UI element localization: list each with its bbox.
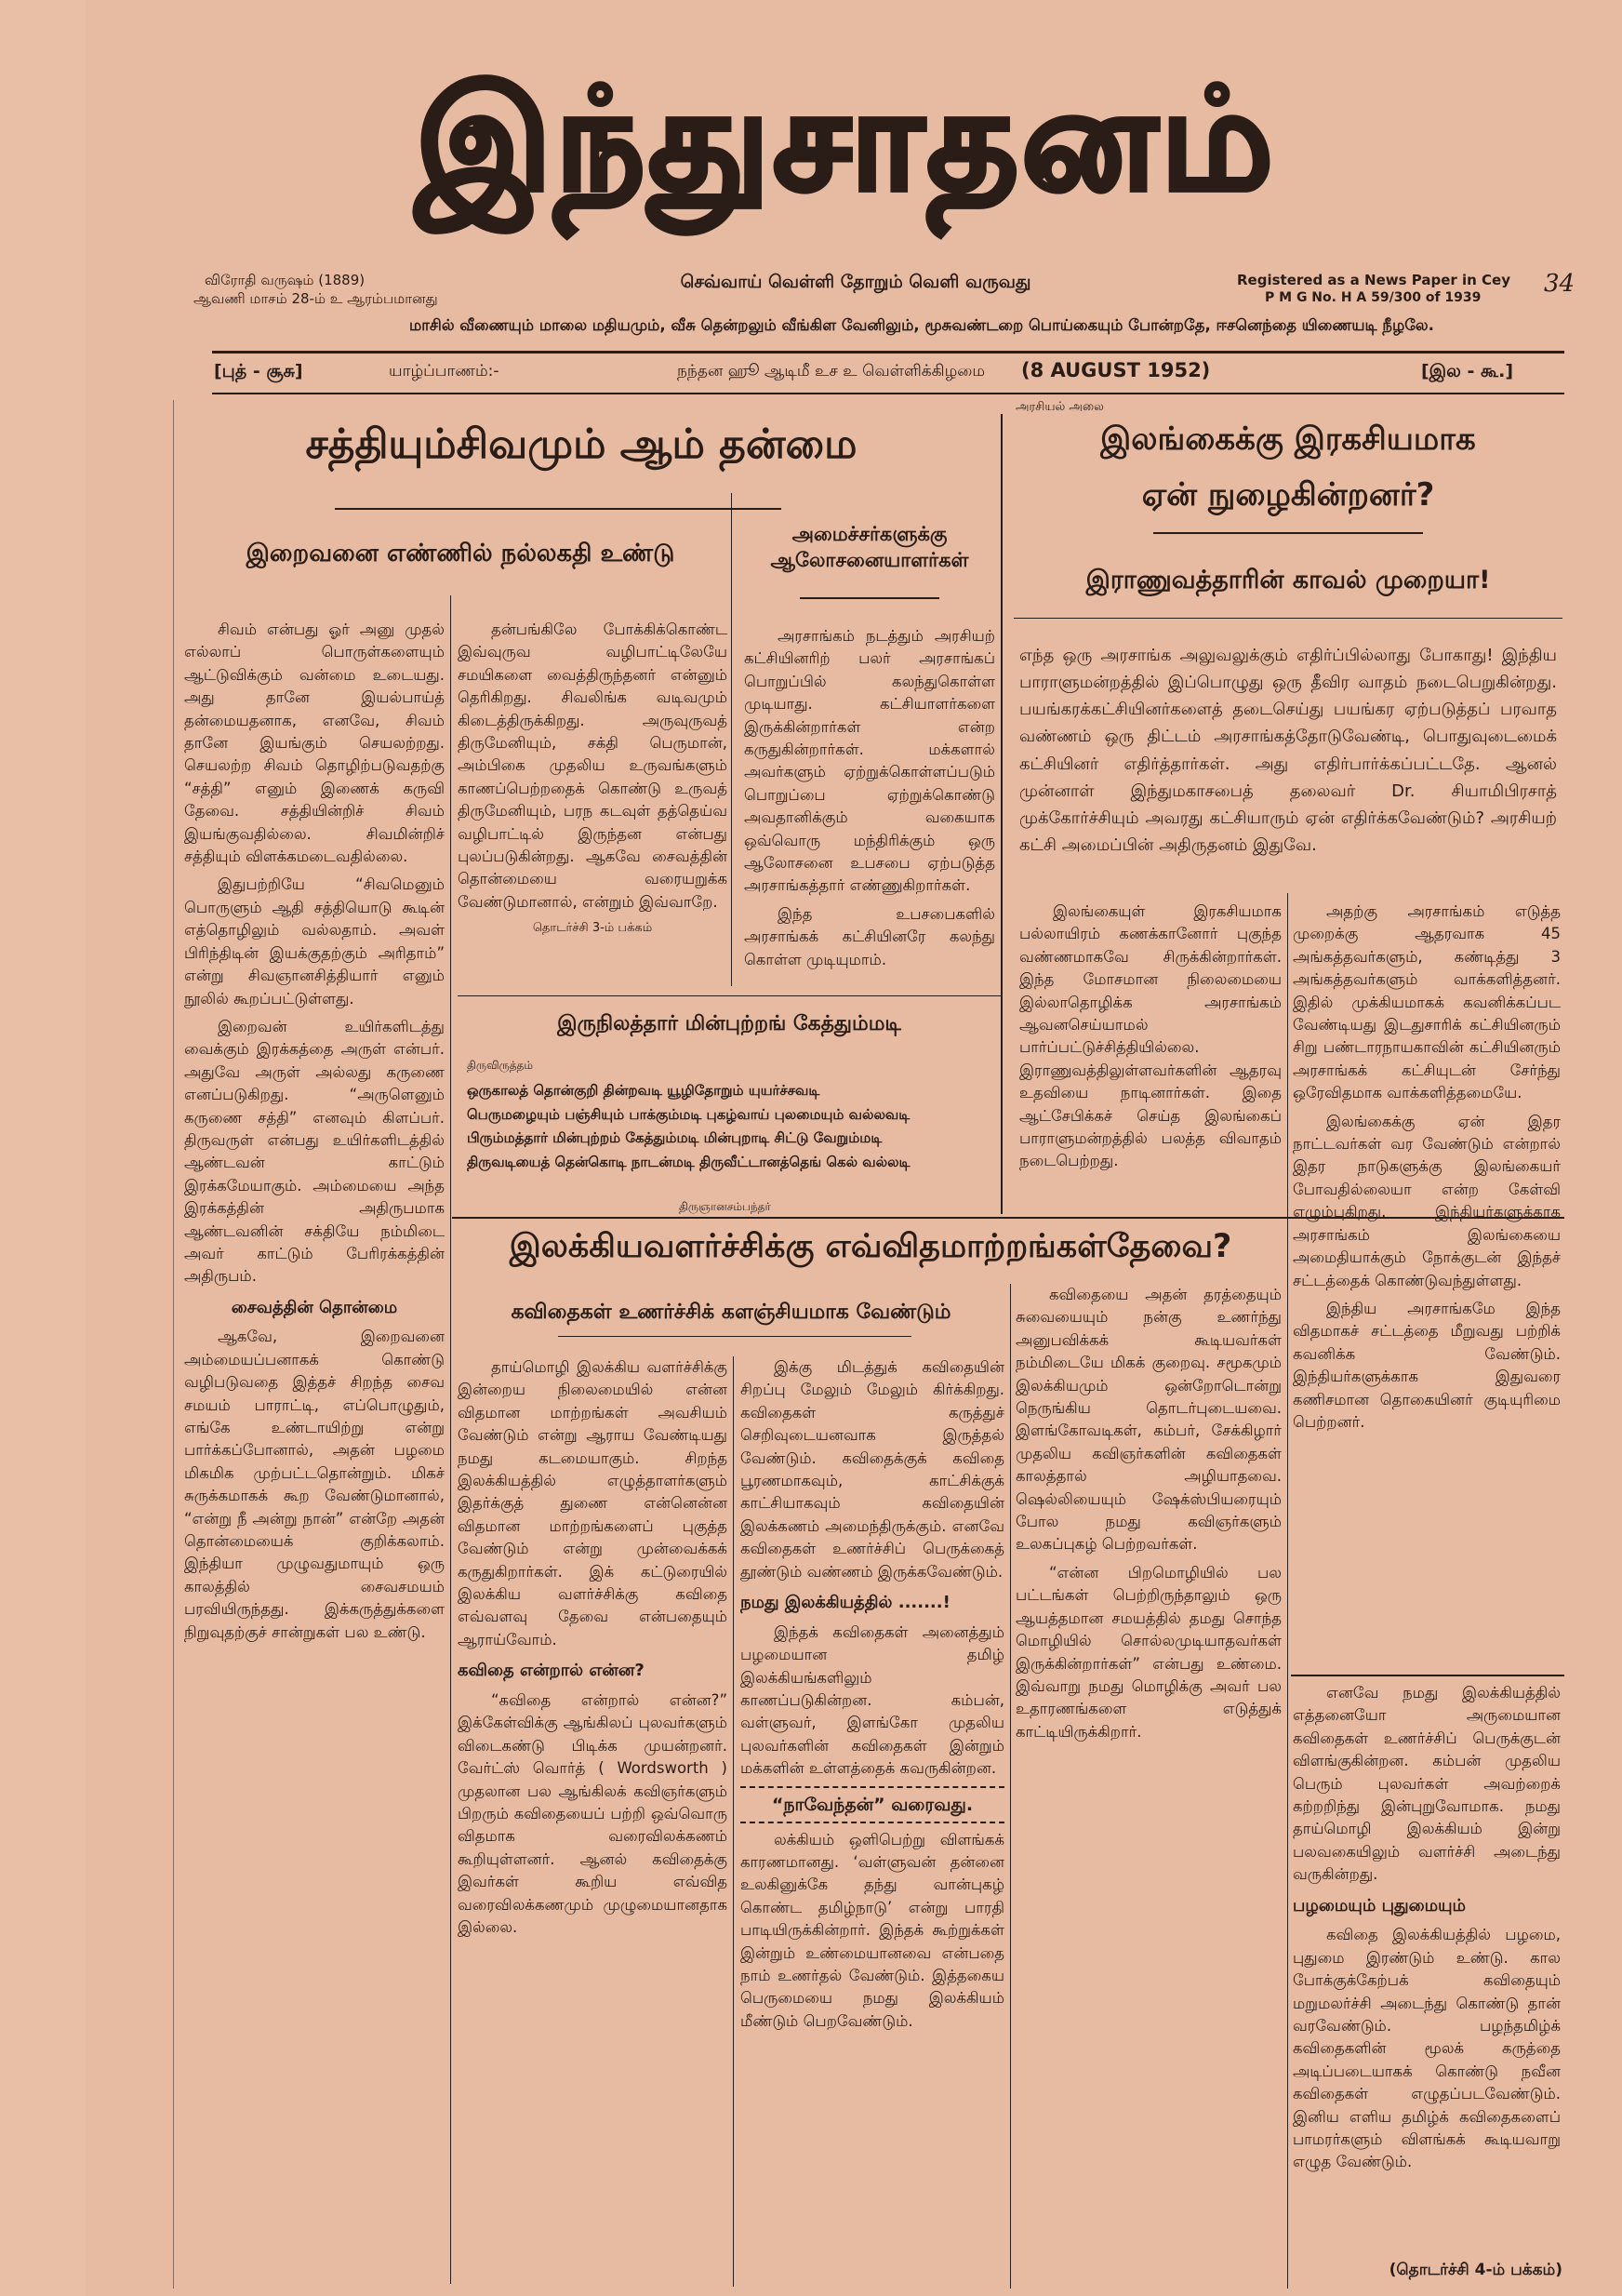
literature-question-2: நமது இலக்கியத்தில் .......! bbox=[740, 1593, 951, 1613]
verse-line: மாசில் வீணையும் மாலை மதியமும், வீசு தென்றலும் வீங்கிள வேனிலும், மூசுவண்டறை பொய்கையும் போன்றதே, ஈசனெந்தை யிணையடி நீழலே. bbox=[409, 316, 1434, 334]
poem-line-3: பிரும்மத்தார் மின்புற்றம் கேத்தும்மடி மின்புறாடி சிட்டு வேறும்மடி bbox=[467, 1129, 883, 1146]
ministers-headline: அமைச்சர்களுக்கு ஆலோசனையாளர்கள் bbox=[770, 523, 969, 572]
literature-col1-para2: “கவிதை என்றால் என்ன?” இக்கேள்விக்கு ஆங்கிலப் புலவர்களும் விடைகண்டு பிடிக்க முயன்றனர். வேர்ட்ஸ் வொர்த் ( Wordsworth ) முதலான பல ஆங்கிலக் கவிஞர்களும் பிறரும் கவிதையைப் பற்றி ஒவ்வொரு விதமாக வரைவிலக்கணம் கூறியுள்ளனர். ஆனல் கவிதைக்கு இவர்கள் கூறிய எவ்வித வரைவிலக்கணமும் முழுமையானதாக இல்லை. bbox=[458, 1690, 727, 1936]
tamil-date: நந்தன ஹூ ஆடிமீ உச உ வெள்ளிக்கிழமை bbox=[677, 362, 986, 380]
lead-column-1 bbox=[184, 619, 445, 2289]
ministers-para1: அரசாங்கம் நடத்தும் அரசியற் கட்சியினரிற் பலர் அரசாங்கப் பொறுப்பில் கலந்துகொள்ள முடியாது. கட்சியாளர்களை இருக்கின்றார்கள் என்ற கருதுகின்றார்கள். மக்களால் அவர்களும் ஏற்றுக்கொள்ளப்படும் பொறுப்பை ஏற்றுக்கொண்டு அவதானிக்கும் வகையாக ஒவ்வொரு மந்திரிக்கும் ஒரு ஆலோசனை உபசபை ஏற்படுத்த அரசாங்கத்தார் எண்ணுகிறார்கள். bbox=[744, 627, 995, 895]
poem-lines bbox=[467, 1079, 997, 1174]
lanka-column-a bbox=[1019, 901, 1282, 1203]
lanka-col-b-para3: இந்திய அரசாங்கமே இந்த விதமாகச் சட்டத்தை மீறுவது பற்றிக் கவனிக்க வேண்டும். இந்தியர்களுக்காக இதுவரை கணிசமான தொகையினர் குடியுரிமை பெற்றனர். bbox=[1293, 1299, 1561, 1431]
lanka-col-b-para2: இலங்கைக்கு ஏன் இதர நாட்டவர்கள் வர வேண்டும் என்றால் இதர நாடுகளுக்கு இலங்கையர் போவதில்லையா என்ற கேள்வி எழும்புகிறது. இந்தியர்களுக்காக அரசாங்கம் இலங்கையை அமைதியாக்கும் நோக்குடன் இந்தச் சட்டத்தைக் கொண்டுவந்துள்ளது. bbox=[1293, 1112, 1561, 1289]
masthead bbox=[279, 28, 1414, 251]
lead-col1-para1: சிவம் என்பது ஓர் அனு முதல் எல்லாப் பொருள்களையும் ஆட்டுவிக்கும் வன்மை உடையது. அது தானே இயல்பாய்த் தன்மையதனாக, எனவே, சிவம் தானே இயங்கும் செயலற்றது. செயலற்ற சிவம் தொழிற்படுவதற்கு “சத்தி” எனும் இணைக் கருவி தேவை. சத்தியின்றிச் சிவம் இயங்குவதில்லை. சிவமின்றிச் சத்தியும் விளக்கமடைவதில்லை. bbox=[184, 621, 445, 866]
ministers-para2: இந்த உபசபைகளில் அரசாங்கக் கட்சியினரே கலந்து கொள்ள முடியுமாம். bbox=[744, 904, 995, 968]
start-line: ஆவணி மாசம் 28-ம் உ ஆரம்பமானது bbox=[193, 290, 438, 307]
lanka-end-rule bbox=[1291, 1675, 1564, 1676]
dateline-rule bbox=[212, 393, 1564, 394]
lanka-headline-1: இலங்கைக்கு இரகசியமாக bbox=[1100, 420, 1476, 458]
lanka-subhead: இராணுவத்தாரின் காவல் முறையா! bbox=[1085, 566, 1491, 594]
dateline-place: யாழ்ப்பாணம்:- bbox=[389, 362, 499, 380]
lead-column-divider bbox=[450, 595, 451, 2284]
english-date: (8 AUGUST 1952) bbox=[1021, 359, 1211, 381]
literature-col2-para3: லக்கியம் ஒளிபெற்று விளங்கக் காரணமானது. ‘வள்ளுவன் தன்னை உலகினுக்கே தந்து வான்புகழ் கொண்ட தமிழ்நாடு’ என்று பாரதி பாடியிருக்கின்றார். இந்தக் கூற்றுக்கள் இன்றும் உண்மையானவை என்பதை நாம் உணர்தல் வேண்டும். இத்தகைய பெருமையை நமது இலக்கியம் மீண்டும் பெறவேண்டும். bbox=[740, 1830, 1004, 2030]
literature-question-1: கவிதை என்றால் என்ன? bbox=[458, 1661, 645, 1681]
lead-col2-para: தன்பங்கிலே போக்கிக்கொண்ட இவ்வுருவ வழிபாட்டிலேயே சமயிகளை வைத்திருந்தனர் என்னும் தெரிகிறது. சிவலிங்க வடிவமும் கிடைத்திருக்கிறது. அருவுருவத் திருமேனியும், சக்தி பெருமான், அம்பிகை முதலிய உருவங்களும் காணப்பெற்றதைக் கொண்டு உருவத் திருமேனியும், பரந கடவுள் தத்தெய்வ வழிபாட்டில் இருந்தன என்பது புலப்படுகின்றது. ஆகவே சைவத்தின் தொன்மையை வரையறுக்க வேண்டுமானால், என்றும் இவ்வாறே. bbox=[458, 621, 727, 911]
dateline bbox=[212, 355, 1564, 393]
literature-col3-para1: கவிதையை அதன் தரத்தையும் சுவையையும் நன்கு உணர்ந்து அனுபவிக்கக் கூடியவர்கள் நம்மிடையே மிகக் குறைவு. சமூகமும் இலக்கியமும் ஒன்றோடொன்று நெருங்கிய தொடர்புடையவை. இளங்கோவடிகள், கம்பர், சேக்கிழார் முதலிய கவிஞர்களின் கவிதைகள் காலத்தால் அழியாதவை. ஷெல்லியையும் ஷேக்ஸ்பியரையும் போல நமது கவிஞர்களும் உலகப்புகழ் பெற்றவர்கள். bbox=[1016, 1286, 1282, 1554]
ministers-left-rule bbox=[731, 493, 732, 986]
literature-subhead-rule bbox=[558, 1336, 911, 1337]
literature-col4-para1: எனவே நமது இலக்கியத்தில் எத்தனையோ அருமையான கவிதைகள் உணர்ச்சிப் பெருக்குடன் விளங்குகின்றன. கம்பன் முதலிய பெரும் புலவர்கள் அவற்றைக் கற்றறிந்து இன்புறுவோமாக. நமது தாய்மொழி இலக்கியம் இன்று பலவகையிலும் வளர்ச்சி அடைந்து வருகின்றது. bbox=[1293, 1684, 1561, 1884]
lanka-subhead-rule bbox=[1014, 618, 1562, 619]
lanka-headline-2: ஏன் நுழைகின்றனர்? bbox=[1141, 476, 1435, 514]
lead-col1-subhead: சைவத்தின் தொன்மை bbox=[231, 1297, 398, 1317]
left-page-rule bbox=[173, 400, 174, 2289]
ministers-underline bbox=[800, 597, 939, 599]
literature-col1-para1: தாய்மொழி இலக்கிய வளர்ச்சிக்கு இன்றைய நிலைமையில் என்ன விதமான மாற்றங்கள் அவசியம் வேண்டும் என்று ஆராய வேண்டியது நமது கடமையாகும். சிறந்த இலக்கியத்தில் எழுத்தாளர்களும் இதர்க்குத் துணை என்னென்ன விதமான மாற்றங்களைப் புகுத்த வேண்டும் என்று முன்வைக்கக் கருதுகிறார்கள். இக் கட்டுரையில் இலக்கிய வளர்ச்சிக்கு கவிதை எவ்வளவு தேவை என்பதையும் ஆராய்வோம். bbox=[458, 1358, 727, 1649]
literature-headline: இலக்கியவளர்ச்சிக்கு எவ்விதமாற்றங்கள்தேவை? bbox=[509, 1228, 1232, 1265]
registration-line-1: Registered as a News Paper in Cey bbox=[1237, 272, 1511, 288]
poem-line-4: திருவடியைத் தென்கொடி நாடன்மடி திருவீட்டானத்தெங் கெல் வல்லடி bbox=[467, 1153, 911, 1170]
top-rule bbox=[212, 351, 1564, 354]
literature-divider-2 bbox=[1010, 1284, 1011, 2289]
literature-col3-para2: “என்ன பிறமொழியில் பல பட்டங்கள் பெற்றிருந்தாலும் ஒரு ஆயத்தமான சமயத்தில் தமது சொந்த மொழியில் சொல்லமுடியாதவர்கள் இருக்கின்றார்கள்” என்பது உண்மை. இவ்வாறு நமது மொழிக்கு அவர் பல உதாரணங்களை எடுத்துக் காட்டியிருக்கிறார். bbox=[1016, 1563, 1282, 1741]
lead-col2-continued: தொடர்ச்சி 3-ம் பக்கம் bbox=[532, 921, 653, 936]
lanka-col-a-para: இலங்கையுள் இரகசியமாக பல்லாயிரம் கணக்கானோர் புகுந்த வண்ணமாகவே சிருக்கின்றார்கள். இந்த மோசமான நிலைமையை இல்லாதொழிக்க அரசாங்கம் ஆவனசெய்யாமல் பார்ப்பட்டுச்சித்தியில்லை. இராணுவத்திலுள்ளவர்களின் ஆதரவு உதவியை நாடினார்கள். இதை ஆட்சேபிக்கச் செய்த இலங்கைப் பாராளுமன்றத்தில் பலத்த விவாதம் நடைபெற்றது. bbox=[1019, 902, 1282, 1170]
year-line: விரோதி வருஷம் (1889) bbox=[205, 272, 366, 288]
lead-col1-para4: ஆகவே, இறைவனை அம்மையப்பனாகக் கொண்டு வழிபடுவதை இத்தச் சிறந்த சைவ சமயம் பாராட்டி, எப்பொழுதும், எங்கே உண்டாயிற்று என்று பார்க்கப்போனால், அதன் பழமை மிகமிக முற்பட்டதொன்றும். மிகச் சுருக்கமாகக் கூற வேண்டுமானால், “என்று நீ அன்று நான்” என்றே அதன் தொன்மையைக் குறிக்கலாம். இந்தியா முழுவதுமாயும் ஒரு காலத்தில் சைவசமயம் பரவியிருந்தது. இக்கருத்துக்களை நிறுவுதற்குச் சான்றுகள் பல உண்டு. bbox=[184, 1328, 445, 1641]
literature-banner: “நாவேந்தன்” வரைவது. bbox=[740, 1786, 1004, 1823]
lead-column-2 bbox=[458, 619, 727, 972]
lead-underline bbox=[335, 508, 781, 510]
literature-column-1 bbox=[458, 1356, 727, 2287]
literature-subhead: கவிதைகள் உணர்ச்சிக் களஞ்சியமாக வேண்டும் bbox=[511, 1301, 951, 1324]
lanka-underline bbox=[1153, 532, 1423, 534]
registration-line-2: P M G No. H A 59/300 of 1939 bbox=[1265, 290, 1482, 305]
literature-column-4 bbox=[1293, 1682, 1561, 2268]
poem-line-1: ஒருகாலத் தொன்குறி தின்றவடி யூழிதோறும் யுயர்ச்சவடி bbox=[467, 1082, 820, 1099]
lead-col1-para3: இறைவன் உயிர்களிடத்து வைக்கும் இரக்கத்தை அருள் என்பர். அதுவே அருள் அல்லது கருணை எனப்படுகிறது. “அருளெனும் கருணை சத்தி” எனவும் கிளப்பர். திருவருள் என்பது உயிர்களிடத்தில் ஆண்டவன் காட்டும் இரக்கமேயாகும். அம்மையை அந்த இரக்கத்தின் அதிருபமாக ஆண்டவனின் சக்தியே நம்மிடை அவர் காட்டும் பேரிரக்கத்தின் அதிருபம். bbox=[184, 1017, 445, 1286]
poem-credit-2: திருஞானசம்பந்தர் bbox=[679, 1200, 771, 1213]
literature-col2-para1: இக்கு மிடத்துக் கவிதையின் சிறப்பு மேலும் மேலும் கிர்க்கிறது. கவிதைகள் கருத்துச் செறிவுடையனவாக இருத்தல் வேண்டும். கவிதைக்குக் கவிதை பூரணமாகவும், காட்சிக்குக் காட்சியாகவும் கவிதையின் இலக்கணம் அமைந்திருக்கும். எனவே கவிதைகள் உணர்ச்சிப் பெருக்கைத் தூண்டும் வண்ணம் இருக்கவேண்டும். bbox=[740, 1358, 1004, 1581]
lead-headline: சத்தியும்சிவமும் ஆம் தன்மை bbox=[305, 420, 858, 468]
schedule-line: செவ்வாய் வெள்ளி தோறும் வெளி வருவது bbox=[680, 272, 1031, 292]
literature-continued: (தொடர்ச்சி 4-ம் பக்கம்) bbox=[1389, 2261, 1562, 2279]
lead-col1-para2: இதுபற்றியே “சிவமெனும் பொருளும் ஆதி சத்தியொடு கூடின் எத்தொழிலும் வல்லதாம். அவள் பிரிந்திடின் இயக்குதற்கும் அரிதாம்” என்று சிவஞானசித்தியார் எனும் நூலில் கூறப்பட்டுள்ளது. bbox=[184, 875, 445, 1008]
lanka-column-b bbox=[1293, 901, 1561, 1673]
center-column-rule bbox=[1001, 414, 1003, 1214]
lanka-col-b-para1: அதற்கு அரசாங்கம் எடுத்த முறைக்கு ஆதரவாக 45 அங்கத்தவர்களும், கண்டித்து 3 அங்கத்தவர்களும் வாக்களித்தனர். இதில் முக்கியமாகக் கவனிக்கப்பட வேண்டியது இடதுசாரிக் கட்சியினரும் சிறு பண்டாரநாயகாவின் கட்சியினரும் அரசாங்கக் கட்சியுடன் சேர்ந்து ஒரேவிதமாக வாக்களித்தமையே. bbox=[1293, 902, 1561, 1102]
literature-col4-subhead: பழமையும் புதுமையும் bbox=[1293, 1895, 1467, 1916]
lanka-intro-para: எந்த ஒரு அரசாங்க அலுவலுக்கும் எதிர்ப்பில்லாது போகாது! இந்திய பாராளுமன்றத்தில் இப்பொழுது ஒரு தீவிர வாதம் நடைபெறுகின்றது. பயங்கரக்கட்சியினர்களைத் தடைசெய்து பயங்கர ஏற்படுத்தப் பரவாத வண்ணம் ஒரு திட்டம் அரசாங்கத்தோடுவேண்டி, பொதுவுடைமைக் கட்சியினர் எதிர்த்தார்கள். அது எதிர்பார்க்கப்பட்டதே. ஆனல் முன்னாள் இந்துமகாசபைத் தலைவர் Dr. சியாமிபிரசாத் முக்கோர்ச்சியும் அவரது கட்சியாரும் ஏன் எதிர்க்கவேண்டும்? அரசியற் கட்சி அமைப்பின் அதிருதனம் இதுவே. bbox=[1019, 646, 1557, 856]
poem-credit: திருவிருத்தம் bbox=[467, 1059, 534, 1072]
ministers-body bbox=[744, 625, 995, 969]
literature-column-2 bbox=[740, 1356, 1004, 2287]
lanka-intro bbox=[1019, 642, 1557, 884]
poem-headline: இருநிலத்தார் மின்புற்றங் கேத்தும்மடி bbox=[557, 1012, 901, 1035]
issue-number: [இல - கூ.] bbox=[1421, 361, 1514, 381]
poem-line-2: பெருமழையும் பஞ்சியும் பாக்கும்மடி புகழ்வாய் புலமையும் வல்லவடி bbox=[467, 1105, 911, 1123]
volume-number: [புத் - சூசு] bbox=[214, 361, 303, 381]
literature-col4-para2: கவிதை இலக்கியத்தில் பழமை, புதுமை இரண்டும் உண்டு. கால போக்குக்கேற்பக் கவிதையும் மறுமலர்ச்சி அடைந்து கொண்டு தான் வரவேண்டும். பழந்தமிழ்க் கவிதைகளின் மூலக் கருத்தை அடிப்படையாகக் கொண்டு நவீன கவிதைகள் எழுதப்படவேண்டும். இனிய எளிய தமிழ்க் கவிதைகளைப் பாமரர்களும் விளங்கக் கூடியவாறு எழுத வேண்டும். bbox=[1293, 1926, 1561, 2171]
lead-subhead: இறைவனை எண்ணில் நல்லகதி உண்டு bbox=[246, 540, 675, 567]
margin-note: 34 bbox=[1544, 270, 1575, 298]
masthead-title: இந்துசாதனம் bbox=[416, 58, 1277, 221]
lanka-label: அரசியல் அலை bbox=[1016, 400, 1104, 414]
literature-col2-para2: இந்தக் கவிதைகள் அனைத்தும் பழமையான தமிழ் இலக்கியங்களிலும் காணப்படுகின்றன. கம்பன், வள்ளுவர், இளங்கோ முதலிய புலவர்களின் கவிதைகள் இன்றும் மக்களின் உள்ளத்தைக் கவருகின்றன. bbox=[740, 1622, 1004, 1778]
poem-top-rule bbox=[458, 995, 1001, 996]
literature-column-3 bbox=[1016, 1284, 1282, 2287]
lanka-column-divider bbox=[1287, 893, 1288, 2289]
literature-divider-1 bbox=[733, 1356, 734, 2287]
